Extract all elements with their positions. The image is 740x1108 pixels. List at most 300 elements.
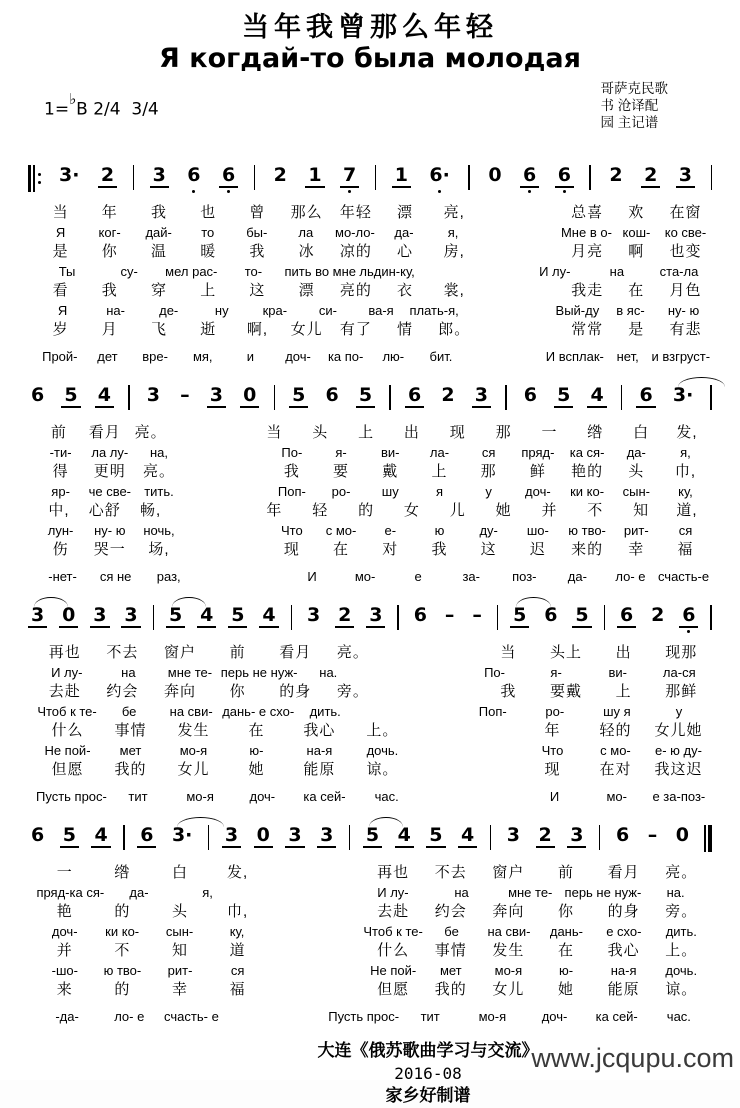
note-digit: 5 [166,605,185,628]
lyric-syllable: 她 [558,981,575,998]
lyric-syllable: доч- [541,1009,568,1024]
lyric-syllable: 女儿 [492,981,525,998]
lyric-syllable: -да- [55,1009,79,1024]
lyric-syllable: 上 [431,463,448,480]
note-digit: 6 [615,824,630,846]
lyric-syllable: Не пой- [370,963,417,978]
note-digit: 5 [228,605,247,628]
lyric-syllable: И лу- [377,885,409,900]
note-digit: 5 [510,605,529,628]
lyric-syllable: 头 [628,463,645,480]
note [363,825,382,848]
lyric-syllable: 裳, [443,282,465,299]
lyric-syllable: дить. [665,924,697,939]
lyric-syllable: 来 [56,981,73,998]
lyric-syllable: ви- [381,445,400,460]
lyric-syllable: ся [678,523,693,538]
lyric-row-russian [0,223,740,242]
note [285,825,304,848]
barline [710,605,712,630]
lyric-syllable: мя, [192,349,213,364]
lyric-row-russian [0,883,740,902]
lyric-syllable: 并 [541,502,558,519]
lyric-row-russian [0,702,740,721]
lyric-syllable: на-я [610,963,637,978]
lyric-syllable: сын- [622,484,650,499]
lyric-syllable: 中, [48,502,70,519]
note-digit: 4 [587,385,606,408]
lyric-syllable: 绺 [587,424,604,441]
note [472,385,491,408]
lyric-row-russian [0,1007,740,1026]
low-octave-dot [438,190,441,193]
note [197,605,216,628]
note-digit: 2 [335,605,354,628]
lyric-syllable: 情 [397,321,414,338]
lyric-syllable: 鲜 [529,463,546,480]
note [304,605,323,628]
low-octave-dot [348,190,351,193]
lyric-syllable: я, [680,445,691,460]
note-digit: 3 [676,165,695,188]
lyric-syllable: ста-ла [659,264,699,279]
note [510,605,529,628]
lyric-syllable: 亮。 [134,424,167,441]
note-digit: 3 [317,825,336,848]
lyric-syllable: 的身 [279,683,312,700]
note [166,605,185,628]
lyric-syllable: 我的 [434,981,467,998]
lyric-syllable: 来的 [571,541,604,558]
lyric-row-chinese [0,281,740,301]
notes-row [0,157,740,203]
lyric-syllable: 头 [172,903,189,920]
lyric-row-chinese [0,320,740,340]
note [95,385,114,408]
lyric-syllable: нет, [616,349,639,364]
lyric-syllable: ла-ся [662,665,696,680]
lyric-syllable: ла лу- [91,445,129,460]
note-digit: 6 [523,384,537,406]
song-title-russian: Я когдай-то была молодая [159,43,581,74]
barline [208,825,210,850]
lyric-syllable: ки ко- [570,484,605,499]
note-digit: 0 [488,164,502,186]
barline [599,825,601,850]
low-octave-dot [227,190,230,193]
note-digit: 6 [636,385,655,408]
note [240,385,259,408]
note-digit: 3· [171,824,193,846]
note-digit: 5 [60,825,79,848]
note [676,165,695,188]
lyric-row-chinese [0,643,740,663]
note [521,385,540,408]
lyric-syllable: я [435,484,443,499]
lyric-syllable: 在 [248,722,265,739]
lyric-syllable: ну- ю [94,523,126,538]
note [28,385,47,408]
note [271,165,290,188]
lyric-syllable: 当 [52,204,69,221]
lyric-syllable: 巾, [227,903,249,920]
lyric-syllable: 她 [248,761,265,778]
lyric-syllable: ю тво- [103,963,142,978]
lyric-row-russian [0,482,740,501]
barline [133,165,135,190]
note-digit: 4 [395,825,414,848]
lyric-syllable: 再也 [377,864,410,881]
lyric-syllable: Мне в о- [560,225,612,240]
lyric-syllable: 我 [249,243,266,260]
barline [389,385,391,410]
lyric-syllable: -ти- [49,445,72,460]
note-digit: 3 [121,605,140,628]
lyric-syllable: 能原 [607,981,640,998]
systems [0,144,740,1026]
low-octave-dot [192,190,195,193]
lyric-syllable: 白 [172,864,189,881]
lyric-syllable: 得 [52,463,69,480]
lyric-syllable: ка сей- [303,789,346,804]
note [426,165,452,193]
lyric-syllable: Что [281,523,303,538]
lyric-syllable: 的 [114,981,131,998]
low-octave-dot [563,190,566,193]
lyric-row-chinese [0,462,740,482]
slur-arc [177,817,225,827]
note [458,825,477,848]
lyric-syllable: ю- [249,743,264,758]
note [405,385,424,408]
lyric-syllable: ва-я [368,303,394,318]
lyric-syllable: счасть-е [657,569,710,584]
lyric-syllable: я, [202,885,213,900]
note-digit: 3 [306,604,321,626]
note [184,165,203,193]
lyric-syllable: плать-я, [409,303,459,318]
note [438,385,457,408]
lyric-syllable: 啊, [246,321,268,338]
lyric-syllable: 更明 [93,463,126,480]
lyric-syllable: 的 [358,502,375,519]
lyric-syllable: шу [381,484,399,499]
lyric-syllable: 白 [633,424,650,441]
lyric-syllable: 你 [229,683,246,700]
lyric-syllable: 戴 [382,463,399,480]
barline [621,385,623,410]
lyric-syllable: 你 [101,243,118,260]
low-octave-dot [687,630,690,633]
note-digit: 3 [366,605,385,628]
lyric-syllable: 福 [229,981,246,998]
lyric-syllable: вре- [142,349,168,364]
lyric-row-chinese [0,980,740,1000]
lyric-row-chinese [0,203,740,223]
note-digit: 5 [426,825,445,848]
song-title-chinese: 当年我曾那么年轻 [242,12,498,43]
lyric-syllable: 亮。 [665,864,698,881]
lyric-syllable: ка ся- [569,445,605,460]
note [137,825,156,848]
lyric-syllable: 是 [52,243,69,260]
lyric-syllable: 女儿 [290,321,323,338]
lyric-syllable: 也变 [669,243,702,260]
lyric-syllable: 我 [151,204,168,221]
lyric-syllable: 逝 [200,321,217,338]
note-digit: 3 [146,384,160,406]
repeat-dots [38,165,41,192]
lyric-syllable: 出 [403,424,420,441]
lyric-syllable: ночь, [143,523,175,538]
lyric-syllable: 窗户 [164,644,197,661]
note-digit: 1 [305,165,324,188]
lyric-syllable: Чтоб к те- [37,704,97,719]
lyric-syllable: 漂 [298,282,315,299]
lyric-syllable: е схо- [606,924,642,939]
lyric-syllable: 女儿 [177,761,210,778]
lyric-syllable: на [454,885,469,900]
lyric-syllable: ла- [429,445,450,460]
lyric-syllable: час. [374,789,399,804]
time-signatures: 2/4 3/4 [93,99,159,120]
lyric-syllable: дай- [145,225,172,240]
note [606,165,625,188]
lyric-syllable: 知 [633,502,650,519]
lyric-syllable: 这 [249,282,266,299]
lyric-syllable: 月亮 [571,243,604,260]
lyric-syllable: 上 [200,282,217,299]
lyric-syllable: с мо- [600,743,631,758]
note [335,605,354,628]
lyric-syllable: 穿 [151,282,168,299]
lyric-syllable: е- [384,523,397,538]
lyric-syllable: 月 [101,321,118,338]
lyric-syllable: 冰 [298,243,315,260]
lyric-syllable: ку, [678,484,693,499]
lyric-row-chinese [0,242,740,262]
note-digit: 3 [472,385,491,408]
lyric-syllable: на сви- [169,704,213,719]
lyric-row-russian [0,787,740,806]
lyric-syllable: 在 [558,942,575,959]
lyric-syllable: на [609,264,625,279]
lyric-row-russian [0,663,740,682]
lyric-syllable: мо-я [494,963,523,978]
note [259,605,278,628]
lyric-syllable: ки ко- [105,924,140,939]
lyric-syllable: перь не нуж- [220,665,298,680]
lyric-syllable: 这 [480,541,497,558]
lyric-row-chinese [0,863,740,883]
lyric-syllable: 畅, [140,502,162,519]
note [144,385,163,408]
lyric-syllable: тить. [144,484,174,499]
lyric-syllable: на, [149,445,169,460]
lyric-syllable: 你 [558,903,575,920]
note [395,825,414,848]
lyric-syllable: мо-я [179,743,208,758]
lyric-syllable: 不去 [434,864,467,881]
lyric-syllable: 上。 [366,722,399,739]
note [673,825,692,848]
lyric-syllable: де- [159,303,179,318]
lyric-syllable: 幸 [172,981,189,998]
lyric-syllable: шу я [603,704,631,719]
note [555,165,574,193]
note-digit: 6 [679,605,698,628]
lyric-syllable: да- [567,569,587,584]
lyric-syllable: 现 [449,424,466,441]
lyric-syllable: рит- [167,963,193,978]
lyric-syllable: ю тво- [568,523,606,538]
lyric-syllable: 奔向 [164,683,197,700]
system-2 [0,377,740,586]
lyric-syllable: 不去 [106,644,139,661]
system-4 [0,817,740,1026]
note [60,825,79,848]
lyric-syllable: 绺 [114,864,131,881]
lyric-row-chinese [0,760,740,780]
note-digit: 3 [567,825,586,848]
lyric-syllable: 年 [266,502,283,519]
lyric-syllable: 看月 [607,864,640,881]
note-digit: 2 [641,165,660,188]
note-digit: – [472,604,482,626]
lyric-syllable: су- [120,264,138,279]
lyric-syllable: 约会 [106,683,139,700]
lyric-syllable: 的 [114,903,131,920]
note-digit: 3 [222,825,241,848]
lyric-syllable: доч- [51,924,78,939]
lyric-syllable: 的身 [607,903,640,920]
repeat-begin-barline [28,165,41,192]
lyric-syllable: дочь. [366,743,399,758]
lyric-syllable: 我 [283,463,300,480]
credits-block [601,80,669,131]
lyric-syllable: мо- [606,789,627,804]
barline [274,385,276,410]
lyric-syllable: 我 [431,541,448,558]
note-digit: 4 [95,385,114,408]
lyric-row-russian [0,521,740,540]
credit-translator: 书 沧译配 [600,98,659,113]
lyric-syllable: 现 [283,541,300,558]
barline [589,165,591,190]
lyric-syllable: 头上 [550,644,583,661]
lyric-syllable: 一 [541,424,558,441]
lyric-syllable: 心 [397,243,414,260]
lyric-syllable: Пусть прос- [36,789,107,804]
lyric-syllable: 曾 [249,204,266,221]
lyric-row-russian [0,922,740,941]
lyric-syllable: 亮, [443,204,465,221]
note [219,165,238,193]
lyric-syllable: 场, [148,541,170,558]
low-octave-dot [528,190,531,193]
lyric-syllable: И лу- [51,665,83,680]
lyric-syllable: 有悲 [669,321,702,338]
barline [505,385,507,410]
note [554,385,573,408]
lyric-syllable: 那鲜 [665,683,698,700]
lyric-syllable: 亮的 [339,282,372,299]
lyric-syllable: 并 [56,942,73,959]
lyric-syllable: Поп- [277,484,306,499]
note [356,385,375,408]
note-digit: 6 [544,604,558,626]
note [228,605,247,628]
note-digit: 3 [90,605,109,628]
note [442,605,458,628]
lyric-syllable: По- [484,665,505,680]
note-digit: 6 [325,384,339,406]
note [567,825,586,848]
lyric-syllable: е- ю ду- [654,743,702,758]
lyric-syllable: Чтоб к те- [363,924,423,939]
lyric-syllable: да- [129,885,149,900]
lyric-syllable: 常常 [571,321,604,338]
lyric-syllable: ду- [479,523,498,538]
note [572,605,591,628]
lyric-syllable: 上。 [665,942,698,959]
barline [123,825,125,850]
lyric-row-chinese [0,682,740,702]
lyric-syllable: на [121,665,136,680]
lyric-syllable: мо- [354,569,376,584]
note-digit: 1 [392,165,411,188]
barline [468,165,470,190]
lyric-syllable: 谅。 [665,981,698,998]
lyric-syllable: 心舒 [88,502,121,519]
lyric-syllable: счасть- е [164,1009,219,1024]
note [61,385,80,408]
lyric-syllable: е за-поз- [652,789,706,804]
note-digit: 6 [31,384,45,406]
lyric-syllable: раз, [156,569,181,584]
lyric-syllable: 郎。 [438,321,471,338]
lyric-syllable: 奔向 [492,903,525,920]
lyric-syllable: мо-ло- [335,225,375,240]
lyric-syllable: си- [318,303,337,318]
lyric-syllable: я- [550,665,562,680]
note-digit: 6 [617,605,636,628]
lyric-syllable: И [307,569,317,584]
lyric-syllable: поз- [512,569,537,584]
note-digit: 7 [340,165,359,188]
lyric-syllable: Не пой- [44,743,91,758]
score-header [0,74,740,144]
note-digit: – [444,604,455,626]
barline [604,605,606,630]
lyric-syllable: я- [335,445,347,460]
lyric-syllable: на сви- [487,924,531,939]
note-digit: 5 [363,825,382,848]
note [28,825,47,848]
lyric-syllable: бит. [429,349,453,364]
lyric-syllable: 上 [615,683,632,700]
lyric-syllable: Прой- [42,349,78,364]
flat-sign: ♭ [69,90,77,108]
lyric-syllable: за- [462,569,480,584]
note-digit: 4 [91,825,110,848]
lyric-syllable: 亮。 [336,644,369,661]
lyric-syllable: 我心 [607,942,640,959]
lyric-row-chinese [0,540,740,560]
lyric-syllable: 轻 [312,502,329,519]
lyric-syllable: то [201,225,215,240]
lyric-syllable: 也 [200,204,217,221]
